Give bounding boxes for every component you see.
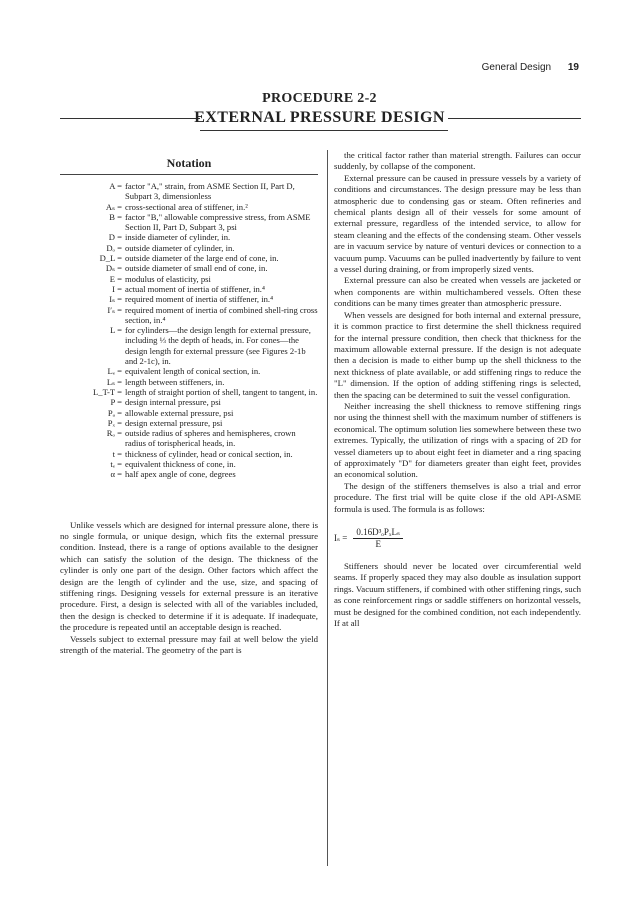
procedure-label: PROCEDURE 2-2 (262, 91, 377, 106)
notation-definition: actual moment of inertia of stiffener, in.⁴ (125, 283, 265, 294)
notation-definition: modulus of elasticity, psi (125, 273, 211, 284)
notation-definition: required moment of inertia of stiffener, in.⁴ (125, 294, 274, 305)
notation-entry (60, 284, 318, 294)
notation-entry (60, 294, 318, 304)
notation-entry (60, 418, 318, 428)
notation-definition: half apex angle of cone, degrees (125, 469, 236, 480)
notation-definition: factor "A," strain, from ASME Section II, Part D, Subpart 3, dimensionless (125, 181, 295, 202)
notation-definition: design external pressure, psi (125, 417, 223, 428)
right-column (334, 150, 581, 870)
notation-definition: for cylinders—the design length for external pressure, including ⅓ the depth of heads, in. For cones—the design length for external pressure (see Figures 2-1b and 2-1c), in. (125, 325, 311, 367)
notation-entry (60, 202, 318, 212)
notation-symbol: I = (112, 283, 122, 294)
notation-entry (60, 449, 318, 459)
notation-definition: outside diameter of cylinder, in. (125, 242, 235, 253)
notation-symbol: Pₐ = (107, 407, 122, 418)
notation-entry (60, 305, 318, 326)
running-header (482, 62, 579, 73)
notation-definition: outside radius of spheres and hemispheres, crown radius of torispherical heads, in. (125, 428, 296, 449)
paragraph: the critical factor rather than material strength. Failures can occur suddenly, by collapse of the component. (334, 150, 581, 172)
paragraph: When vessels are designed for both internal and external pressure, it is common practice to first determine the shell thickness required for the internal pressure condition, then check that thickness for the maximum allowable external pressure. If the design is not adequate then a decision is made to either bump up the shell thickness to the next thickness of plate available, or add stiffening rings to reduce the "L" dimension. If the option of adding stiffening rings is selected, then the spacing can be determined to suit the vessel configuration. (334, 309, 581, 400)
notation-entry (60, 212, 318, 233)
notation-rule (60, 174, 318, 175)
notation-entry (60, 232, 318, 242)
notation-entry (60, 366, 318, 376)
notation-entry (60, 377, 318, 387)
title-rule-right (448, 118, 581, 119)
right-body-text-b (334, 561, 581, 629)
notation-definition: length between stiffeners, in. (125, 376, 225, 387)
title-underline (200, 130, 448, 131)
notation-heading: Notation (166, 156, 212, 170)
notation-symbol: Aₛ = (105, 201, 122, 212)
formula-numerator: 0.16D³ₒPₓLₛ (353, 527, 403, 539)
notation-entry (60, 469, 318, 479)
notation-symbol: Rₒ = (106, 428, 122, 439)
notation-definition: outside diameter of the large end of cone, in. (125, 253, 279, 264)
right-body-text-a (334, 150, 581, 515)
notation-entry (60, 253, 318, 263)
notation-symbol: B = (109, 211, 122, 222)
paragraph: Unlike vessels which are designed for internal pressure alone, there is no single formula, or unique design, which fits the external pressure condition. Instead, there is a range of options available to the designer which can satisfy the solution of the design. The thickness of the cylinder is only one part of the design. Other factors which affect the design are the length of cylinder and the use, size, and spacing of stiffening rings. Designing vessels for external pressure is an iterative procedure. First, a design is selected with all of the variables included, then the design is checked to determine if it is adequate. If inadequate, the procedure is repeated until an acceptable design is reached. (60, 519, 318, 633)
page-number: 19 (567, 62, 579, 73)
header-section: General Design (481, 62, 552, 73)
notation-definition: equivalent length of conical section, in. (125, 366, 261, 377)
notation-symbol: tₑ = (110, 459, 122, 470)
column-divider (327, 150, 328, 866)
paragraph: External pressure can also be created when vessels are jacketed or when components are within multichambered vessels. Often these conditions can be many times greater than atmospheric pressure. (334, 275, 581, 309)
left-column (60, 150, 318, 870)
notation-list (60, 181, 318, 480)
notation-definition: thickness of cylinder, head or conical section, in. (125, 448, 293, 459)
notation-symbol: L_T-T = (93, 386, 122, 397)
formula-fraction (353, 527, 403, 549)
notation-definition: factor "B," allowable compressive stress, from ASME Section II, Part D, Subpart 3, psi (125, 211, 311, 233)
notation-symbol: Iₛ = (109, 294, 122, 305)
notation-definition: cross-sectional area of stiffener, in.² (125, 201, 248, 212)
left-body-text (60, 520, 318, 657)
paragraph: The design of the stiffeners themselves is also a trial and error procedure. The first trial will be quite close if the old API-ASME formula is used. The formula is as follows: (334, 480, 581, 514)
notation-symbol: t = (112, 448, 122, 459)
notation-entry (60, 181, 318, 202)
notation-symbol: Lₑ = (107, 366, 122, 377)
notation-definition: allowable external pressure, psi (125, 407, 234, 418)
notation-definition: equivalent thickness of cone, in. (125, 459, 236, 470)
notation-symbol: D = (108, 232, 122, 243)
notation-entry (60, 397, 318, 407)
notation-symbol: I′ₛ = (107, 304, 122, 315)
paragraph: External pressure can be caused in pressure vessels by a variety of conditions and circumstances. The design pressure may be less than atmospheric due to condensing gas or steam. Often refineries and chemical plants design all of their vessels for some amount of external pressure, regardless of the intended service, to allow for steam cleaning and the effects of the condensing steam. Other vessels are in vacuum service by nature of venturi devices or connection to a vacuum pump. Vacuums can be pulled inadvertently by failure to vent a vessel during draining, or from improperly sized vents. (334, 172, 581, 275)
notation-entry (60, 428, 318, 449)
notation-entry (60, 243, 318, 253)
formula-denominator: E (375, 539, 381, 549)
notation-symbol: E = (109, 273, 122, 284)
notation-symbol: Pₓ = (107, 417, 122, 428)
notation-entry (60, 387, 318, 397)
notation-symbol: Dₛ = (105, 263, 122, 274)
page-title: EXTERNAL PRESSURE DESIGN (194, 109, 445, 126)
paragraph: Stiffeners should never be located over circumferential weld seams. If properly spaced they may also double as insulation support rings. Vacuum stiffeners, if combined with other stiffening rings, such as cone reinforcement rings or saddle stiffeners on horizontal vessels, must be designed for the combined condition, not each independently. If at all (334, 561, 581, 629)
paragraph: Vessels subject to external pressure may fail at well below the yield strength of the material. The geometry of the part is (60, 633, 318, 656)
notation-entry (60, 325, 318, 366)
notation-entry (60, 274, 318, 284)
stiffener-formula (334, 527, 581, 549)
notation-symbol: Dₒ = (106, 242, 122, 253)
notation-symbol: Lₛ = (106, 376, 122, 387)
notation-symbol: A = (109, 181, 122, 191)
paragraph: Neither increasing the shell thickness to remove stiffening rings nor using the thinnest shell with the maximum number of stiffeners is economical. The optimum solution lies somewhere between these two extremes. Typically, the utilization of rings with a spacing of 2D for vessel diameters up to about eight feet in diameter and a ring spacing of approximately "D" for diameters greater than eight feet, provides an economical solution. (334, 400, 581, 480)
notation-definition: inside diameter of cylinder, in. (125, 232, 231, 243)
notation-definition: required moment of inertia of combined shell-ring cross section, in.⁴ (125, 304, 318, 325)
notation-symbol: P = (110, 397, 122, 408)
formula-lhs: Iₛ = (334, 532, 348, 543)
notation-symbol: α = (110, 469, 122, 480)
notation-definition: design internal pressure, psi (125, 397, 221, 408)
notation-entry (60, 408, 318, 418)
notation-entry (60, 263, 318, 273)
notation-symbol: D_L = (99, 253, 122, 264)
notation-definition: outside diameter of small end of cone, in. (125, 263, 268, 274)
notation-entry (60, 459, 318, 469)
notation-definition: length of straight portion of shell, tangent to tangent, in. (125, 386, 318, 397)
notation-symbol: L = (110, 325, 122, 336)
